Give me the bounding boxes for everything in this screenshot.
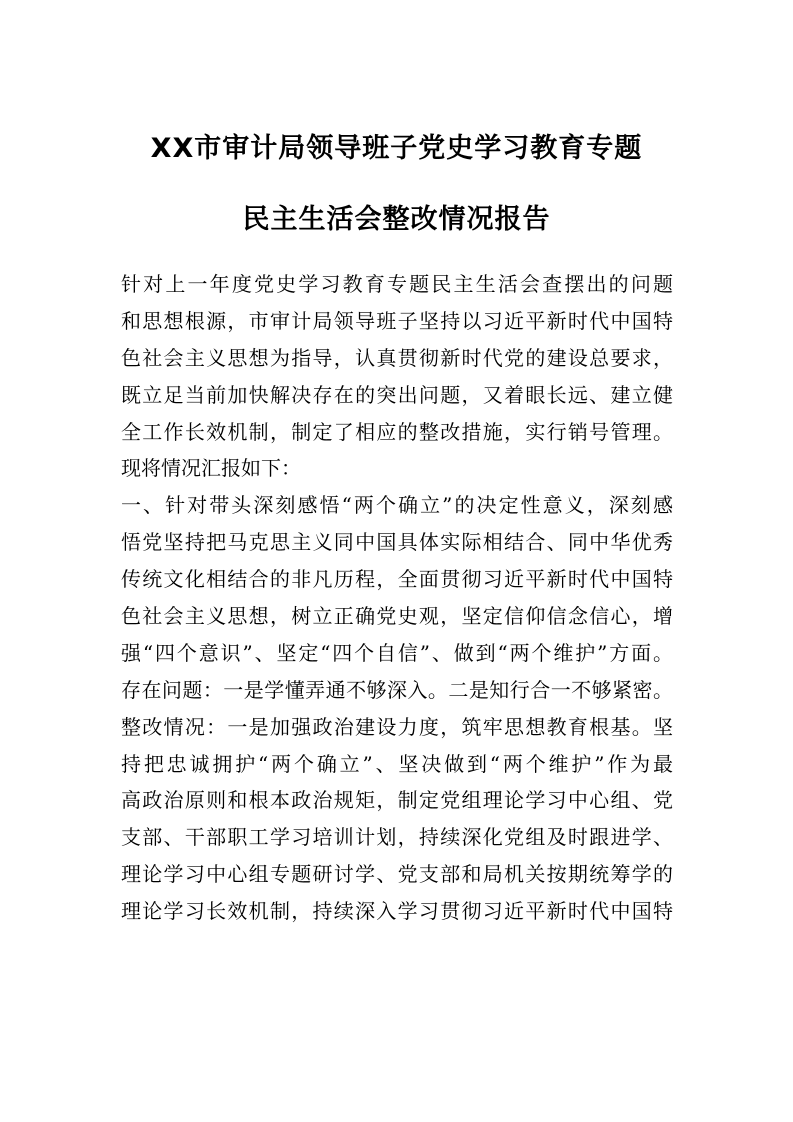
body-line: 存在问题：一是学懂弄通不够深入。二是知行合一不够紧密。 [121, 677, 673, 702]
body-line: 针对上一年度党史学习教育专题民主生活会查摆出的问题 [121, 272, 673, 296]
body-line: 色社会主义思想，树立正确党史观，坚定信仰信念信心，增 [121, 604, 673, 629]
body-line: 强“四个意识”、坚定“四个自信”、做到“两个维护”方面。 [121, 640, 673, 665]
document-body [121, 266, 673, 930]
body-line: 整改情况：一是加强政治建设力度，筑牢思想教育根基。坚 [121, 714, 673, 739]
body-line: 全工作长效机制，制定了相应的整改措施，实行销号管理。 [121, 419, 673, 444]
body-line: 高政治原则和根本政治规矩，制定党组理论学习中心组、党 [121, 788, 673, 813]
body-line: 理论学习中心组专题研讨学、党支部和局机关按期统筹学的 [121, 862, 673, 887]
body-line: 和思想根源，市审计局领导班子坚持以习近平新时代中国特 [121, 308, 673, 333]
body-line: 传统文化相结合的非凡历程，全面贯彻习近平新时代中国特 [121, 567, 673, 592]
body-line: 一、针对带头深刻感悟“两个确立”的决定性意义，深刻感 [121, 493, 673, 518]
body-line: 悟党坚持把马克思主义同中国具体实际相结合、同中华优秀 [121, 530, 673, 555]
body-line: 既立足当前加快解决存在的突出问题，又着眼长远、建立健 [121, 382, 673, 407]
body-line: 持把忠诚拥护“两个确立”、坚决做到“两个维护”作为最 [121, 751, 673, 776]
body-line: 色社会主义思想为指导，认真贯彻新时代党的建设总要求， [121, 345, 673, 370]
body-line: 理论学习长效机制，持续深入学习贯彻习近平新时代中国特 [121, 899, 673, 924]
body-line: 支部、干部职工学习培训计划，持续深化党组及时跟进学、 [121, 825, 673, 850]
document-title-line-1: XX市审计局领导班子党史学习教育专题 [150, 133, 643, 164]
body-line: 现将情况汇报如下： [121, 456, 301, 481]
document-title-line-2: 民主生活会整改情况报告 [242, 204, 551, 235]
